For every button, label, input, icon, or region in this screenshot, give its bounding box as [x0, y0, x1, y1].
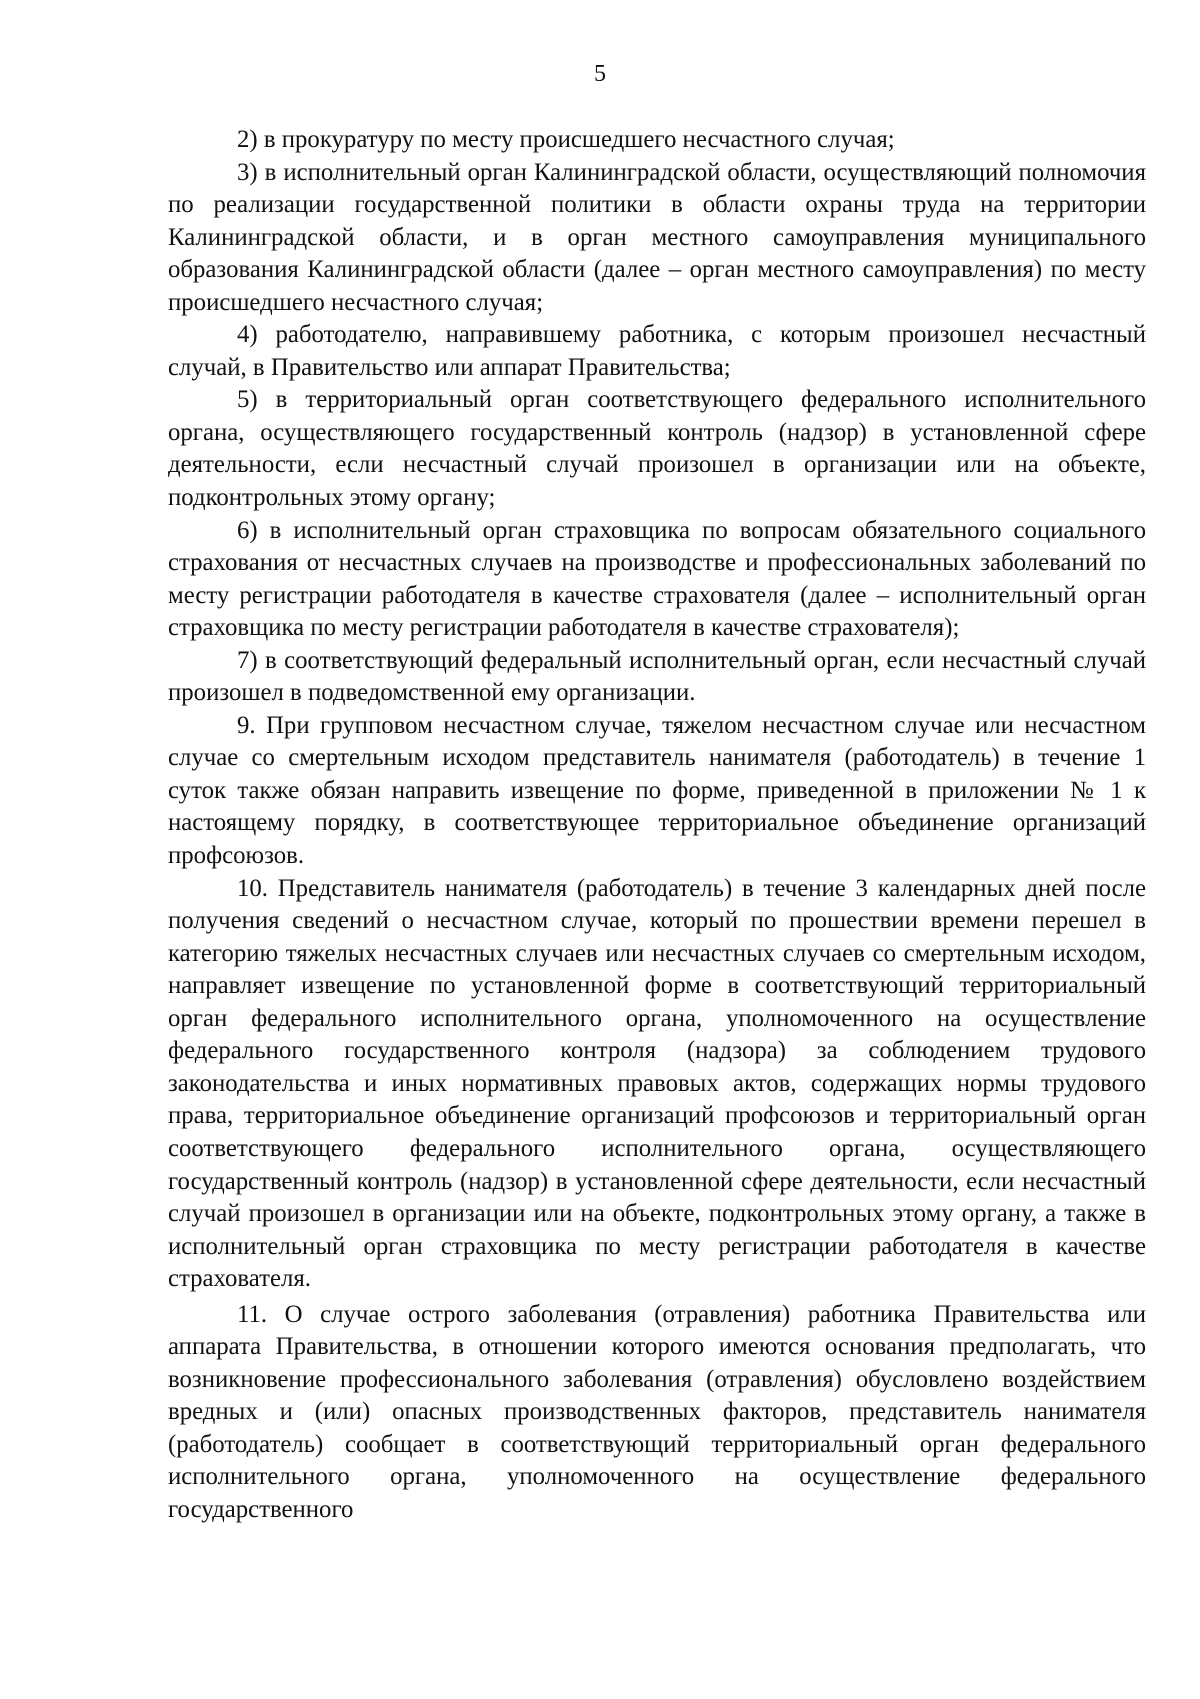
- paragraph-item-6: 6) в исполнительный орган страховщика по вопросам обязательного социального страхования от несчастных случаев на производстве и профессиональных заболеваний по месту регистрации работодателя в качестве страхователя (далее – исполнительный орган страховщика по месту регистрации работодателя в качестве страхователя);: [168, 516, 1146, 642]
- paragraph-item-7: 7) в соответствующий федеральный исполнительный орган, если несчастный случай произошел в подведомственной ему организации.: [168, 646, 1146, 707]
- paragraph-item-2: 2) в прокуратуру по месту происшедшего несчастного случая;: [237, 126, 895, 153]
- document-body: [168, 124, 1146, 1527]
- paragraph-section-9: 9. При групповом несчастном случае, тяжелом несчастном случае или несчастном случае со смертельным исходом представитель нанимателя (работодатель) в течение 1 суток также обязан направить извещение по форме, приведенной в приложении № 1 к настоящему порядку, в соответствующее территориальное объединение организаций профсоюзов.: [168, 711, 1146, 870]
- paragraph-item-5: 5) в территориальный орган соответствующего федерального исполнительного органа, осуществляющего государственный контроль (надзор) в установленной сфере деятельности, если несчастный случай произошел в организации или на объекте, подконтрольных этому органу;: [168, 386, 1146, 512]
- paragraph-section-11: 11. О случае острого заболевания (отравления) работника Правительства или аппарата Правительства, в отношении которого имеются основания предполагать, что возникновение профессионального заболевания (отравления) обусловлено воздействием вредных и (или) опасных производственных факторов, представитель нанимателя (работодатель) сообщает в соответствующий территориальный орган федерального исполнительного органа, уполномоченного на осуществление федерального государственного: [168, 1300, 1146, 1523]
- paragraph-section-10: 10. Представитель нанимателя (работодатель) в течение 3 календарных дней после получения сведений о несчастном случае, который по прошествии времени перешел в категорию тяжелых несчастных случаев или несчастных случаев со смертельным исходом, направляет извещение по установленной форме в соответствующий территориальный орган федерального исполнительного органа, уполномоченного на осуществление федерального государственного контроля (надзора) за соблюдением трудового законодательства и иных нормативных правовых актов, содержащих нормы трудового права, территориальное объединение организаций профсоюзов и территориальный орган соответствующего федерального исполнительного органа, осуществляющего государственный контроль (надзор) в установленной сфере деятельности, если несчастный случай произошел в организации или на объекте, подконтрольных этому органу, а также в исполнительный орган страховщика по месту регистрации работодателя в качестве страхователя.: [168, 874, 1146, 1293]
- page-number: 5: [594, 61, 606, 87]
- paragraph-item-4: 4) работодателю, направившему работника, с которым произошел несчастный случай, в Правительство или аппарат Правительства;: [168, 321, 1146, 381]
- paragraph-item-3: 3) в исполнительный орган Калининградской области, осуществляющий полномочия по реализации государственной политики в области охраны труда на территории Калининградской области, и в орган местного самоуправления муниципального образования Калининградской области (далее – орган местного самоуправления) по месту происшедшего несчастного случая;: [168, 158, 1146, 316]
